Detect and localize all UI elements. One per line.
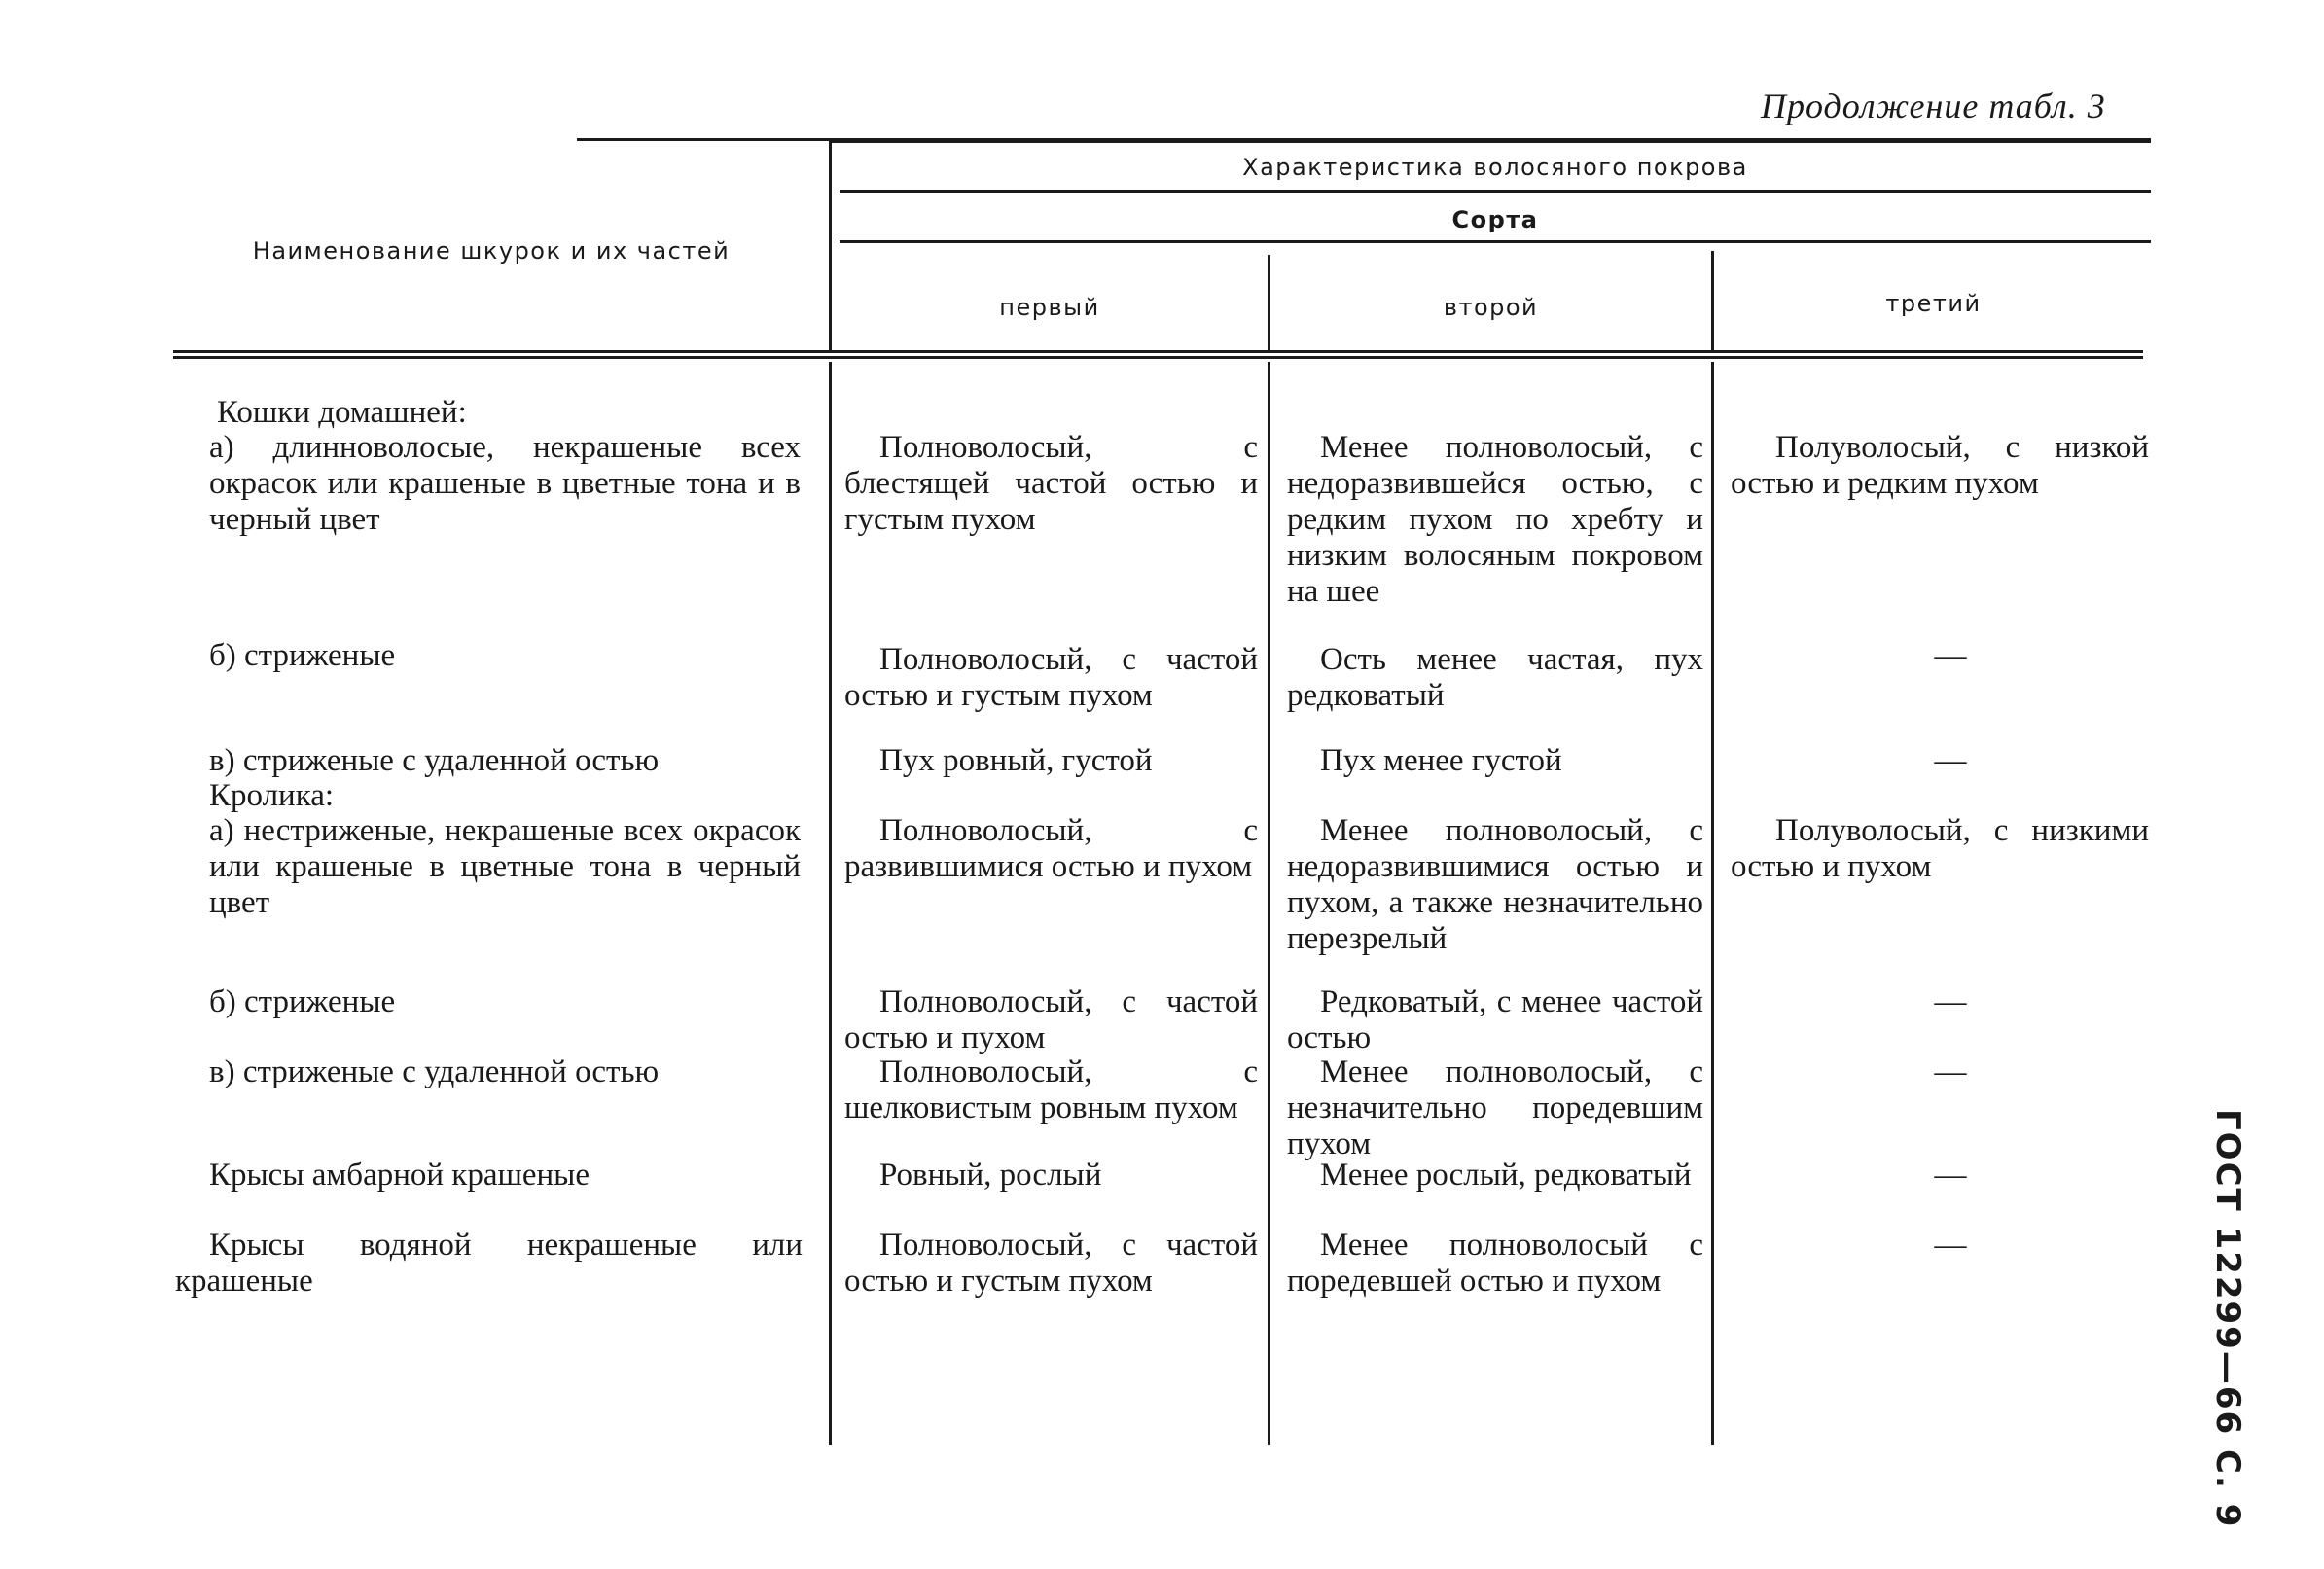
body-divider-grade1 (1268, 362, 1270, 1445)
row-cats-c-grade2: Пух менее густой (1320, 743, 1562, 778)
divider-grade2 (1711, 251, 1714, 350)
row-cats-a-name: а) длинноволосые, некрашеные всех окрасок или крашеные в цветные тона и в черный цвет (209, 430, 801, 537)
header-grades: Сорта (1451, 206, 1539, 233)
header-characteristic: Характеристика волосяного покрова (1242, 154, 1748, 181)
row-cats-b-grade3: — (1934, 638, 1967, 673)
row-rat-water-grade3: — (1934, 1228, 1967, 1263)
header-grade-second: второй (1443, 294, 1539, 321)
header-top-rule-right (832, 140, 2151, 143)
row-cats-a-grade3: Полуволосый, с низкой остью и редким пухом (1731, 430, 2149, 501)
row-rat-barn-grade3: — (1934, 1158, 1967, 1193)
row-rabbit-a-grade3: Полуволосый, с низкими остью и пухом (1731, 813, 2149, 884)
body-divider-name (829, 362, 832, 1445)
table-continuation-caption: Продолжение табл. 3 (1761, 87, 2106, 125)
row-rat-water-grade2: Менее полноволосый с поредевшей остью и пухом (1287, 1228, 1703, 1299)
row-rabbit-b-grade3: — (1934, 984, 1967, 1019)
row-rabbit-a-grade2: Менее полноволосый, с недоразвившимися остью и пухом, а также незначительно перезрелый (1287, 813, 1703, 956)
row-rabbit-b-grade1: Полноволосый, с частой остью и пухом (844, 984, 1258, 1055)
row-cats-a-grade1: Полноволосый, с блестящей частой остью и густым пухом (844, 430, 1258, 537)
group-label-cats: Кошки домашней: (217, 395, 467, 430)
header-bottom-rule-1 (173, 350, 2143, 353)
row-rat-water-name: Крысы водяной некрашеные или крашеные (175, 1228, 803, 1299)
group-label-rabbit: Кролика: (209, 778, 335, 813)
row-rabbit-a-grade1: Полноволосый, с развившимися остью и пухом (844, 813, 1258, 884)
grades-rule (840, 240, 2151, 243)
header-bottom-rule-2 (173, 356, 2143, 359)
row-cats-b-grade2: Ость менее частая, пух редковатый (1287, 642, 1703, 713)
header-name-column: Наименование шкурок и их частей (252, 237, 731, 265)
body-divider-grade2 (1711, 362, 1714, 1445)
row-rabbit-a-name: а) нестриженые, некрашеные всех окрасок или крашеные в цветные тона в черный цвет (209, 813, 801, 920)
divider-name-col (829, 141, 832, 350)
header-grade-third: третий (1885, 290, 1982, 317)
row-cats-b-name: б) стриженые (209, 638, 396, 673)
row-rabbit-c-name: в) стриженые с удаленной остью (209, 1054, 660, 1089)
row-rat-barn-grade2: Менее рослый, редковатый (1320, 1158, 1692, 1193)
row-rat-barn-grade1: Ровный, рослый (879, 1158, 1102, 1193)
row-rabbit-b-name: б) стриженые (209, 984, 396, 1019)
row-cats-a-grade2: Менее полноволосый, с недоразвившейся остью, с редким пухом по хребту и низким волосяным покровом на шее (1287, 430, 1703, 609)
row-rabbit-b-grade2: Редковатый, с менее частой остью (1287, 984, 1703, 1055)
row-rat-water-grade1: Полноволосый, с частой остью и густым пухом (844, 1228, 1258, 1299)
standard-page-label: ГОСТ 12299—66 С. 9 (2208, 1109, 2247, 1529)
row-cats-c-name: в) стриженые с удаленной остью (209, 743, 660, 778)
header-grade-first: первый (999, 294, 1100, 321)
row-rabbit-c-grade2: Менее полноволосый, с незначительно поредевшим пухом (1287, 1054, 1703, 1161)
divider-grade1 (1268, 255, 1270, 350)
row-rabbit-c-grade3: — (1934, 1054, 1967, 1089)
group-rule (840, 190, 2151, 193)
row-cats-c-grade3: — (1934, 743, 1967, 778)
row-cats-c-grade1: Пух ровный, густой (879, 743, 1153, 778)
row-cats-b-grade1: Полноволосый, с частой остью и густым пухом (844, 642, 1258, 713)
row-rabbit-c-grade1: Полноволосый, с шелковистым ровным пухом (844, 1054, 1258, 1125)
row-rat-barn-name: Крысы амбарной крашеные (209, 1158, 590, 1193)
